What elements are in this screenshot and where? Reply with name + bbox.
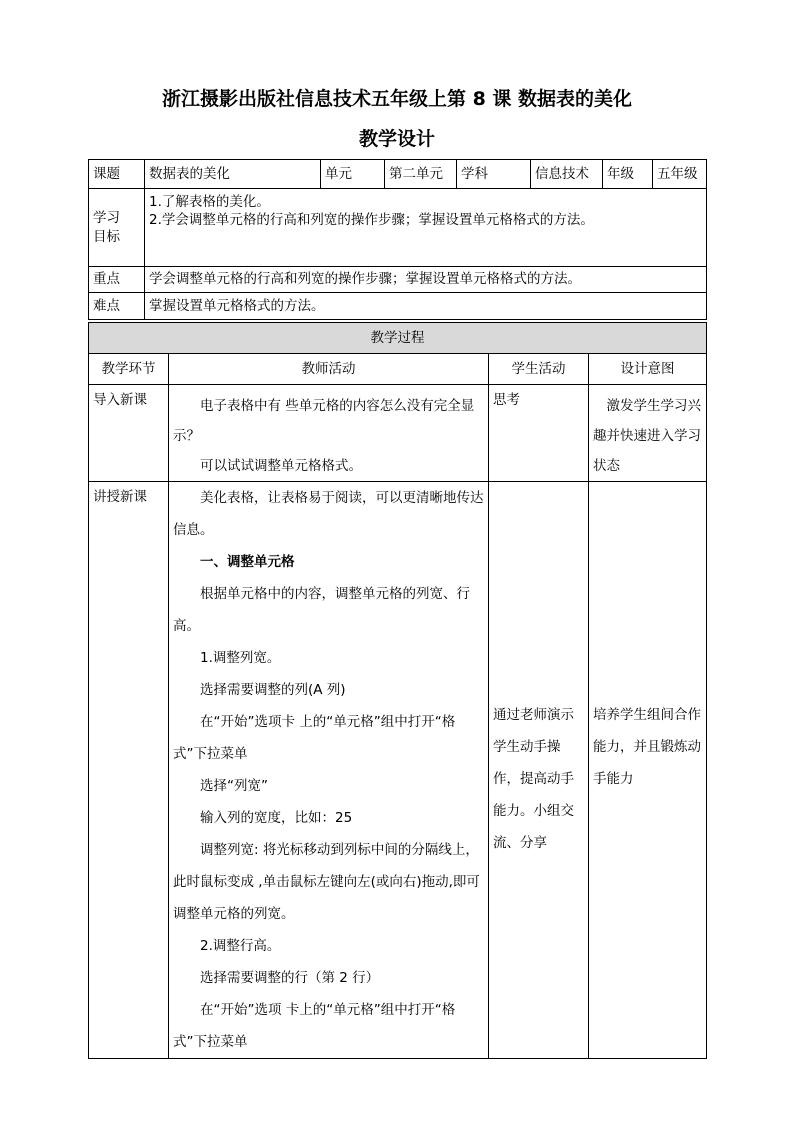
col-header-teacher: 教师活动: [169, 354, 489, 385]
topic-value: 数据表的美化: [145, 160, 321, 189]
lecture-text-4: 1.调整列宽。: [200, 650, 281, 666]
lecture-text-11: 选择需要调整的行（第 2 行）: [200, 970, 380, 986]
lesson-info-table: [88, 159, 707, 320]
lecture-text-9: 调整列宽: 将光标移动到列标中间的分隔线上，此时鼠标变成 ,单击鼠标左键向左(或向右)拖动,即可调整单元格的列宽。: [173, 842, 480, 922]
difficulty-value: 掌握设置单元格格式的方法。: [145, 293, 707, 320]
lecture-text-10: 2.调整行高。: [200, 938, 281, 954]
col-header-intent: 设计意图: [589, 354, 707, 385]
lecture-student-text: 通过老师演示学生动手操作，提高动手能力。小组交流、分享: [493, 707, 574, 851]
grade-value: 五年级: [653, 160, 707, 189]
lecture-text-6: 在“开始”选项卡 上的“单元格”组中打开“格式”下拉菜单: [173, 714, 456, 762]
lecture-text-12: 在“开始”选项 卡上的“单元格”组中打开“格式”下拉菜单: [173, 1002, 456, 1050]
row-intro-teacher: [169, 385, 489, 482]
lecture-heading-1: 一、调整单元格: [200, 554, 295, 570]
goals-label: [89, 189, 145, 267]
col-header-stage: 教学环节: [89, 354, 169, 385]
row-intro-intent: [589, 385, 707, 482]
row-intro-student: 思考: [489, 385, 589, 482]
goal-item-2: 2.学会调整单元格的行高和列宽的操作步骤；掌握设置单元格格式的方法。: [149, 212, 594, 229]
goal-item-1: 1.了解表格的美化。: [149, 194, 270, 210]
grade-label: 年级: [603, 160, 653, 189]
intro-intent-text: 激发学生学习兴趣并快速进入学习状态: [593, 398, 701, 474]
row-lecture-stage: 讲授新课: [89, 482, 169, 1059]
lecture-text-5: 选择需要调整的列(A 列): [200, 682, 346, 698]
lecture-intent-text: 培养学生组间合作能力，并且锻炼动手能力: [593, 707, 701, 787]
subject-value: 信息技术: [531, 160, 603, 189]
goals-label-line2: 目标: [93, 228, 120, 245]
row-lecture-intent: [589, 482, 707, 1059]
document-title: 浙江摄影出版社信息技术五年级上第 8 课 数据表的美化: [161, 88, 633, 110]
lecture-text-8: 输入列的宽度，比如：25: [200, 810, 353, 826]
key-value: 学会调整单元格的行高和列宽的操作步骤；掌握设置单元格格式的方法。: [145, 267, 707, 293]
lecture-text-1: 美化表格，让表格易于阅读，可以更清晰地传达信息。: [173, 490, 484, 538]
row-intro-stage: 导入新课: [89, 385, 169, 482]
process-header: 教学过程: [89, 323, 707, 354]
unit-label: 单元: [321, 160, 385, 189]
teaching-process-table: [88, 322, 707, 1059]
lecture-text-3: 根据单元格中的内容，调整单元格的列宽、行高。: [173, 586, 470, 634]
lecture-text-7: 选择“列宽”: [200, 778, 268, 794]
goals-label-line1: 学习: [93, 210, 120, 227]
col-header-student: 学生活动: [489, 354, 589, 385]
subject-label: 学科: [457, 160, 531, 189]
topic-label: 课题: [89, 160, 145, 189]
goals-value: [145, 189, 707, 267]
unit-value: 第二单元: [385, 160, 457, 189]
document-subtitle: 教学设计: [358, 128, 435, 150]
row-lecture-teacher: [169, 482, 489, 1059]
intro-teacher-text-1: 电子表格中有 些单元格的内容怎么没有完全显示？: [173, 398, 475, 444]
key-label: 重点: [89, 267, 145, 293]
difficulty-label: 难点: [89, 293, 145, 320]
row-lecture-student: [489, 482, 589, 1059]
intro-teacher-text-2: 可以试试调整单元格格式。: [200, 458, 362, 474]
